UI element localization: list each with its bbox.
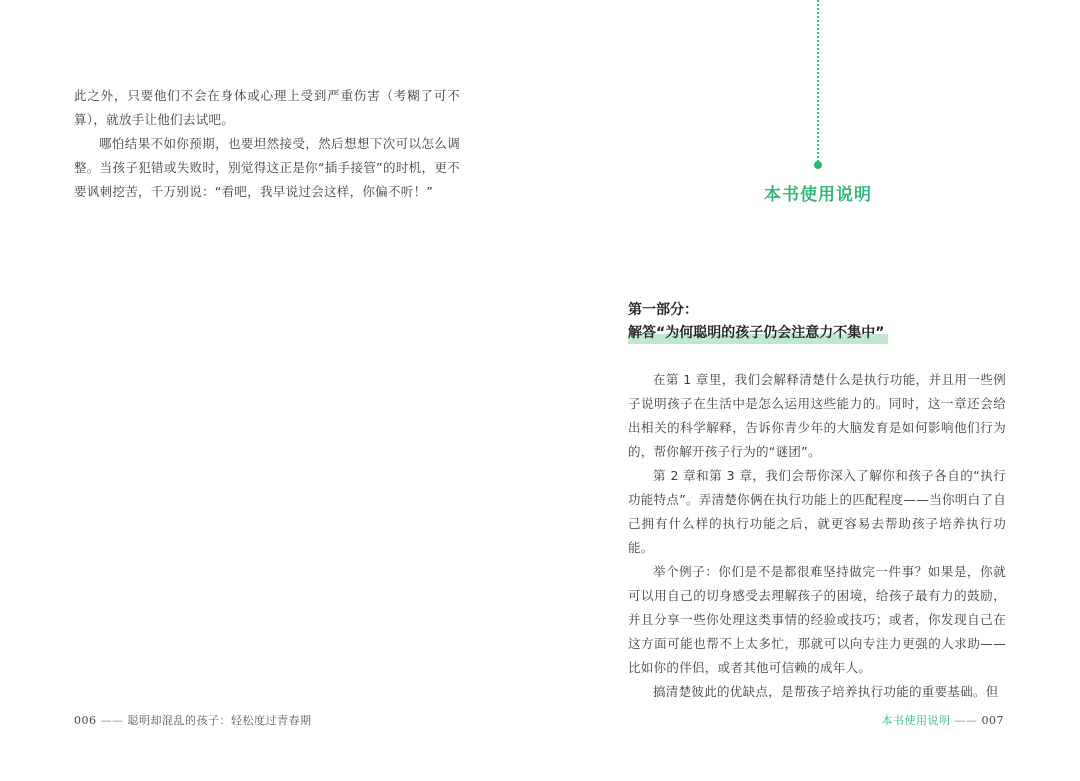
section-title: 本书使用说明	[764, 185, 872, 205]
dotted-decoration-line	[817, 0, 819, 162]
right-body-text	[628, 368, 1006, 704]
left-body-text	[74, 84, 460, 204]
right-paragraph-1: 在第 1 章里，我们会解释清楚什么是执行功能，并且用一些例子说明孩子在生活中是怎么运用这些能力的。同时，这一章还会给出相关的科学解释，告诉你青少年的大脑发育是如何影响他们行为的，帮你解开孩子行为的“谜团”。	[628, 372, 1006, 459]
right-page	[540, 0, 1080, 781]
part-subheading: 解答“为何聪明的孩子仍会注意力不集中”	[628, 322, 888, 344]
running-book-title: 聪明却混乱的孩子：轻松度过青春期	[127, 714, 312, 727]
right-paragraph-4: 搞清楚彼此的优缺点，是帮孩子培养执行功能的重要基础。但	[653, 684, 999, 699]
running-section-label: 本书使用说明	[881, 714, 951, 727]
right-footer-separator: ——	[954, 714, 978, 727]
left-paragraph-2: 哪怕结果不如你预期，也要坦然接受，然后想想下次可以怎么调整。当孩子犯错或失败时，别觉得这正是你“插手接管”的时机，更不要讽刺挖苦，千万别说：“看吧，我早说过会这样，你偏不听！”	[74, 136, 460, 199]
right-footer	[882, 712, 1005, 728]
left-footer	[74, 712, 312, 728]
left-footer-separator: ——	[100, 714, 124, 727]
part-heading: 第一部分：	[628, 302, 698, 318]
right-paragraph-2: 第 2 章和第 3 章，我们会帮你深入了解你和孩子各自的“执行功能特点”。弄清楚你俩在执行功能上的匹配程度——当你明白了自己拥有什么样的执行功能之后，就更容易去帮助孩子培养执行功能。	[628, 468, 1006, 555]
left-paragraph-1: 此之外，只要他们不会在身体或心理上受到严重伤害（考糊了可不算），就放手让他们去试吧。	[74, 88, 460, 127]
right-paragraph-3: 举个例子：你们是不是都很难坚持做完一件事？如果是，你就可以用自己的切身感受去理解孩子的困境，给孩子最有力的鼓励，并且分享一些你处理这类事情的经验或技巧；或者，你发现自己在这方面可能也帮不上太多忙，那就可以向专注力更强的人求助——比如你的伴侣，或者其他可信赖的成年人。	[628, 564, 1006, 675]
left-page-number: 006	[74, 714, 97, 727]
dot-marker-icon	[814, 161, 822, 169]
right-page-number: 007	[981, 714, 1004, 727]
